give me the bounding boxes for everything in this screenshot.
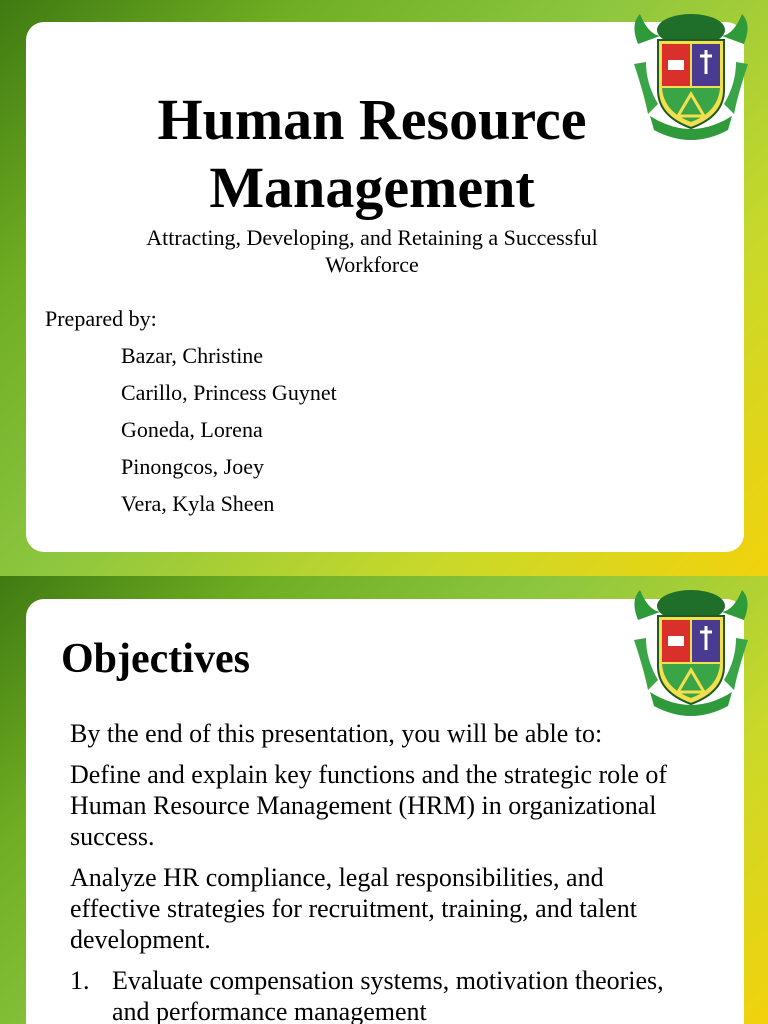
slide-title-line-1: Human Resource (157, 87, 587, 152)
author-name: Carillo, Princess Guynet (121, 380, 337, 405)
objectives-body (70, 718, 670, 1024)
slide-subtitle: Attracting, Developing, and Retaining a Successful Workforce (146, 225, 598, 277)
slide-title-line-2: Management (209, 155, 535, 220)
objective-point: Analyze HR compliance, legal responsibilities, and effective strategies for recruitment, training, and talent development. (70, 863, 637, 954)
slide-title: Objectives (61, 636, 250, 682)
list-item (70, 965, 670, 1024)
school-seal-icon (630, 580, 752, 720)
numbered-objectives (70, 965, 670, 1024)
objectives-slide (0, 576, 768, 1024)
author-name: Vera, Kyla Sheen (121, 491, 275, 516)
author-list (121, 343, 337, 528)
objective-point: Define and explain key functions and the strategic role of Human Resource Management (HRM) in organizational success. (70, 760, 668, 851)
objectives-intro: By the end of this presentation, you will be able to: (70, 719, 603, 748)
author-name: Pinongcos, Joey (121, 454, 264, 479)
list-item-text: Evaluate compensation systems, motivation theories, and performance management (112, 966, 664, 1024)
author-name: Bazar, Christine (121, 343, 264, 368)
prepared-by-label: Prepared by: (45, 306, 157, 331)
author-name: Goneda, Lorena (121, 417, 263, 442)
list-number: 1. (70, 966, 90, 995)
